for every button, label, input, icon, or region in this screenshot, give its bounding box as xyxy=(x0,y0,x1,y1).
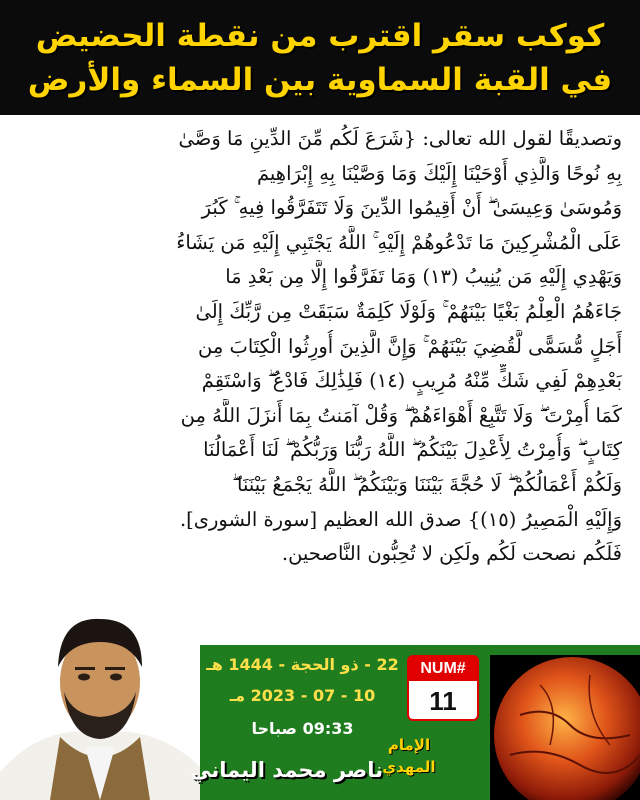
text-line: وَلَكُمْ أَعْمَالُكُمْ ۖ لَا حُجَّةَ بَيْنَنَا وَبَيْنَكُمُ ۖ اللَّهُ يَجْمَعُ بَيْنَنَا ۖ xyxy=(232,472,622,496)
closing-line: فَلَكُم نصحت لَكُم ولَكِن لا تُحِبُّون النَّاصحين. xyxy=(281,542,622,566)
author-name: ناصر محمد اليماني xyxy=(190,758,383,782)
number-badge-label: NUM# xyxy=(409,657,477,681)
author-portrait xyxy=(0,597,200,800)
gregorian-date: 10 - 07 - 2023 مـ xyxy=(229,686,376,705)
text-line: وَيَهْدِي إِلَيْهِ مَن يُنِيبُ (١٣) وَمَا تَفَرَّقُوا إِلَّا مِن بَعْدِ مَا xyxy=(225,265,622,289)
text-line: وتصديقًا لقول الله تعالى: {شَرَعَ لَكُم مِّنَ الدِّينِ مَا وَصَّىٰ xyxy=(178,127,622,150)
text-line: كِتَابٍ ۖ وَأُمِرْتُ لِأَعْدِلَ بَيْنَكُمُ ۖ اللَّهُ رَبُّنَا وَرَبُّكُمْ ۖ لَنَا أَعْمَالُنَا xyxy=(203,438,622,462)
number-badge-value: 11 xyxy=(429,686,457,716)
text-line: بَعْدِهِمْ لَفِي شَكٍّ مِّنْهُ مُرِيبٍ (١٤) فَلِذَٰلِكَ فَادْعُ ۖ وَاسْتَقِمْ xyxy=(201,369,622,393)
number-badge xyxy=(407,655,479,721)
hijri-date: 22 - ذو الحجة - 1444 هـ xyxy=(206,655,399,674)
header-banner xyxy=(0,0,640,115)
header-title-line-2: في القبة السماوية بين السماء والأرض xyxy=(27,61,613,98)
quran-text-block xyxy=(22,122,622,572)
planet-image xyxy=(490,655,640,800)
text-line: أَجَلٍ مُّسَمًّى لَّقُضِيَ بَيْنَهُمْ ۚ وَإِنَّ الَّذِينَ أُورِثُوا الْكِتَابَ مِن xyxy=(198,334,622,358)
text-line: وَإِلَيْهِ الْمَصِيرُ (١٥)} صدق الله العظيم [سورة الشورى]. xyxy=(179,507,622,531)
author-title: الإمام المهدي xyxy=(382,736,436,776)
text-line: جَاءَهُمُ الْعِلْمُ بَغْيًا بَيْنَهُمْ ۚ وَلَوْلَا كَلِمَةٌ سَبَقَتْ مِن رَّبِّكَ إِلَىٰ xyxy=(195,299,622,323)
text-line: كَمَا أُمِرْتَ ۖ وَلَا تَتَّبِعْ أَهْوَاءَهُمْ ۖ وَقُلْ آمَنتُ بِمَا أَنزَلَ اللَّهُ مِن xyxy=(180,403,622,427)
text-line: عَلَى الْمُشْرِكِينَ مَا تَدْعُوهُمْ إِلَيْهِ ۚ اللَّهُ يَجْتَبِي إِلَيْهِ مَن يَشَاءُ xyxy=(176,230,622,254)
header-title-line-1: كوكب سقر اقترب من نقطة الحضيض xyxy=(35,17,605,54)
text-line: بِهِ نُوحًا وَالَّذِي أَوْحَيْنَا إِلَيْكَ وَمَا وَصَّيْنَا بِهِ إِبْرَاهِيمَ xyxy=(256,161,622,185)
text-line: وَمُوسَىٰ وَعِيسَىٰ ۖ أَنْ أَقِيمُوا الدِّينَ وَلَا تَتَفَرَّقُوا فِيهِ ۚ كَبُرَ xyxy=(201,196,622,220)
post-time: 09:33 صباحا xyxy=(251,719,354,738)
